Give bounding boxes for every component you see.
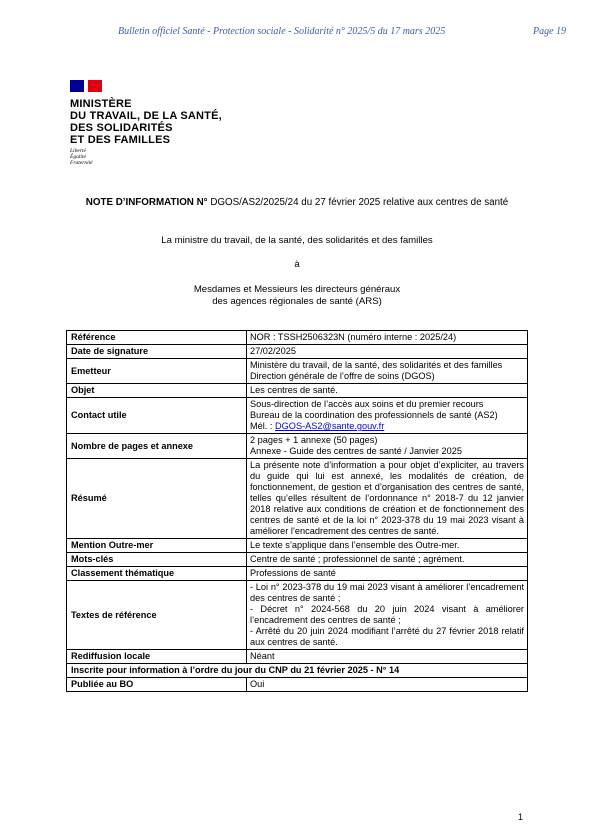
note-to-connector: à xyxy=(294,259,300,270)
note-title xyxy=(0,197,594,208)
emetteur-label: Emetteur xyxy=(67,359,247,384)
resume-value: La présente note d’information a pour objet d’expliciter, au travers du guide qui lui est annexé, les modalités de création, de fonctionnement, de gestion et d’organisation des centres de santé, telles qu’elles résultent de l’ordonnance n° 2018-7 du 12 janvier 2018 relative aux conditions de création et de fonctionnement des centres de santé et de la loi n° 2023-378 du 19 mai 2023 visant à améliorer l’encadrement des centres de santé. xyxy=(247,459,528,539)
classement-label: Classement thématique xyxy=(67,567,247,581)
ministry-line: DU TRAVAIL, DE LA SANTÉ, xyxy=(70,110,222,122)
emetteur-value xyxy=(247,359,528,384)
motto-line: Fraternité xyxy=(70,160,93,166)
table-row xyxy=(67,331,528,345)
republic-motto xyxy=(70,148,93,166)
bulletin-header xyxy=(0,24,594,40)
mel-prefix: Mél. : xyxy=(250,421,276,431)
publiee-label: Publiée au BO xyxy=(67,678,247,692)
contact-mel xyxy=(250,421,524,432)
table-row xyxy=(67,398,528,434)
reference-label: Référence xyxy=(67,331,247,345)
motscles-label: Mots-clés xyxy=(67,553,247,567)
reference-value: NOR : TSSH2506323N (numéro interne : 2025/24) xyxy=(247,331,528,345)
table-row xyxy=(67,539,528,553)
note-title-rest: DGOS/AS2/2025/24 du 27 février 2025 relative aux centres de santé xyxy=(207,197,509,208)
table-row xyxy=(67,459,528,539)
contact-value xyxy=(247,398,528,434)
textes-item: - Loi n° 2023-378 du 19 mai 2023 visant à améliorer l’encadrement des centres de santé ; xyxy=(250,582,524,603)
outremer-label: Mention Outre-mer xyxy=(67,539,247,553)
bulletin-page: Page 19 xyxy=(533,26,567,37)
table-row xyxy=(67,553,528,567)
page-number: 1 xyxy=(518,812,524,822)
textes-label: Textes de référence xyxy=(67,581,247,650)
motto-line: Liberté xyxy=(70,148,86,154)
marianne-flag-icon xyxy=(70,80,102,92)
cnp-inscription: Inscrite pour information à l’ordre du jour du CNP du 21 février 2025 - N° 14 xyxy=(67,664,528,678)
contact-line: Bureau de la coordination des professionnels de santé (AS2) xyxy=(250,410,498,420)
objet-label: Objet xyxy=(67,384,247,398)
email-link[interactable]: DGOS-AS2@sante.gouv.fr xyxy=(275,421,385,431)
table-row xyxy=(67,664,528,678)
date-value: 27/02/2025 xyxy=(247,345,528,359)
table-row xyxy=(67,678,528,692)
reference-table xyxy=(66,330,528,692)
table-row xyxy=(67,345,528,359)
note-recipients-1: Mesdames et Messieurs les directeurs généraux xyxy=(193,284,401,295)
table-row xyxy=(67,434,528,459)
outremer-value: Le texte s’applique dans l’ensemble des Outre-mer. xyxy=(247,539,528,553)
ministry-logo xyxy=(70,80,270,170)
ministry-line: DES SOLIDARITÉS xyxy=(70,122,173,134)
resume-label: Résumé xyxy=(67,459,247,539)
table-row xyxy=(67,650,528,664)
note-title-bold: NOTE D’INFORMATION N° xyxy=(85,197,208,208)
motscles-value: Centre de santé ; professionnel de santé ; agrément. xyxy=(247,553,528,567)
motto-line: Égalité xyxy=(70,154,86,160)
emetteur-line: Direction générale de l’offre de soins (DGOS) xyxy=(250,371,435,381)
table-row xyxy=(67,567,528,581)
bulletin-title: Bulletin officiel Santé - Protection sociale - Solidarité n° 2025/5 du 17 mars 2025 xyxy=(118,26,446,37)
note-recipients-2: des agences régionales de santé (ARS) xyxy=(212,296,382,307)
textes-value xyxy=(247,581,528,650)
contact-label: Contact utile xyxy=(67,398,247,434)
textes-item: - Arrêté du 20 juin 2024 modifiant l’arrêté du 27 février 2018 relatif aux centres de santé. xyxy=(250,626,524,647)
ministry-line: MINISTÈRE xyxy=(70,98,132,110)
pages-line: Annexe - Guide des centres de santé / Janvier 2025 xyxy=(250,446,462,456)
pages-label: Nombre de pages et annexe xyxy=(67,434,247,459)
rediffusion-value: Néant xyxy=(247,650,528,664)
table-row xyxy=(67,581,528,650)
ministry-name xyxy=(70,98,222,146)
ministry-line: ET DES FAMILLES xyxy=(70,134,171,146)
note-from: La ministre du travail, de la santé, des solidarités et des familles xyxy=(161,235,433,246)
table-row xyxy=(67,359,528,384)
rediffusion-label: Rediffusion locale xyxy=(67,650,247,664)
publiee-value: Oui xyxy=(247,678,528,692)
emetteur-line: Ministère du travail, de la santé, des solidarités et des familles xyxy=(250,360,503,370)
objet-value: Les centres de santé. xyxy=(247,384,528,398)
pages-value xyxy=(247,434,528,459)
classement-value: Professions de santé xyxy=(247,567,528,581)
contact-line: Sous-direction de l’accès aux soins et du premier recours xyxy=(250,399,484,409)
pages-line: 2 pages + 1 annexe (50 pages) xyxy=(250,435,378,445)
table-row xyxy=(67,384,528,398)
date-label: Date de signature xyxy=(67,345,247,359)
textes-item: - Décret n° 2024-568 du 20 juin 2024 visant à améliorer l’encadrement des centres de santé ; xyxy=(250,604,524,625)
